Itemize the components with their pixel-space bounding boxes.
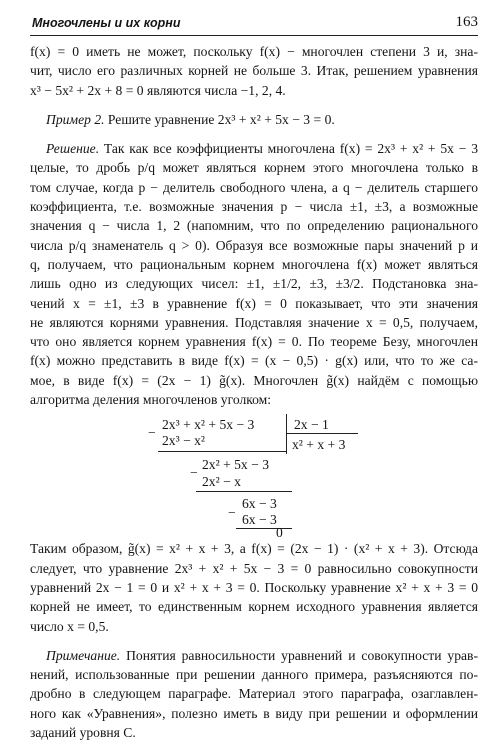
division-rule-1 xyxy=(158,451,286,452)
text-line: следует, что уравнение 2x³ + x² + 5x − 3 = 0 равносильно совокупности xyxy=(30,560,478,576)
minus-sign: − xyxy=(148,425,156,441)
text-line: лишь одно из следующих чисел: ±1, ±1/2, ±3, ±3/2. Подстановка зна- xyxy=(30,276,478,292)
text-line: x³ − 5x² + 2x + 8 = 0 являются числа −1, 2, 4. xyxy=(30,82,286,98)
text-line: что оно является корнем уравнения f(x) = 0. По теореме Безу, многочлен xyxy=(30,334,478,350)
text-line: не являются корнями уравнения. Подставляя значение x = 0,5, получаем, xyxy=(30,314,478,330)
text-line: Так как все коэффициенты многочлена f(x) = 2x³ + x² + 5x − 3 xyxy=(103,141,478,157)
long-division xyxy=(30,409,478,539)
text-line: число x = 0,5. xyxy=(30,618,109,634)
final-remainder: 0 xyxy=(276,525,283,541)
example-statement xyxy=(30,110,478,129)
dividend: 2x³ + x² + 5x − 3 xyxy=(162,417,255,433)
text-line: дробно в следующем параграфе. Материал этого параграфа, озаглавлен- xyxy=(30,686,478,702)
remainder-1: 2x² + 5x − 3 xyxy=(202,457,269,473)
note-label: Примечание. xyxy=(46,647,121,663)
division-bracket-horizontal xyxy=(286,433,358,434)
text-line: Таким образом, g̃(x) = x² + x + 3, а f(x) = (2x − 1) · (x² + x + 3). Отсюда xyxy=(30,541,478,557)
text-line: мое, в виде f(x) = (2x − 1) g̃(x). Многочлен g̃(x) найдём с помощью xyxy=(30,372,478,388)
solution-paragraph xyxy=(30,139,478,409)
text-line: уравнений 2x − 1 = 0 и x² + x + 3 = 0. Поскольку уравнение x² + x + 3 = 0 xyxy=(30,579,478,595)
subtrahend-1: 2x³ − x² xyxy=(162,433,206,449)
minus-sign: − xyxy=(190,465,198,481)
solution-label: Решение. xyxy=(46,141,100,157)
example-label: Пример 2. xyxy=(46,111,105,127)
division-bracket-vertical xyxy=(286,414,287,454)
text-line: числа p/q знаменатель q > 0). Образуя все возможные пары значений p и xyxy=(30,237,478,253)
running-title: Многочлены и их корни xyxy=(32,16,181,30)
text-line: чений x = ±1, ±3 в уравнение f(x) = 0 показывает, что эти значения xyxy=(30,295,478,311)
page-header xyxy=(30,14,478,34)
division-rule-3 xyxy=(236,528,292,529)
text-line: значения q − числа 1, 2 (напомним, что по определению рационального xyxy=(30,218,478,234)
minus-sign: − xyxy=(228,505,236,521)
text-line: ного как «Уравнения», полезно иметь в виду при решении и оформлении xyxy=(30,705,478,721)
text-line: чит, число его различных корней не больше 3. Итак, решением уравнения xyxy=(30,63,478,79)
division-rule-2 xyxy=(196,491,292,492)
text-line: корней не имеет, то единственным корнем исходного уравнения является xyxy=(30,599,478,615)
quotient: x² + x + 3 xyxy=(292,437,346,453)
conclusion-paragraph xyxy=(30,539,478,635)
text-line: нений, использованные при решении данного примера, разъясняются по- xyxy=(30,667,478,683)
subtrahend-2: 2x² − x xyxy=(202,474,241,490)
page-body xyxy=(30,42,478,742)
text-line: Понятия равносильности уравнений и совокупности урав- xyxy=(126,647,478,663)
text-line: q, получаем, что рациональным корнем многочлена f(x) может являться xyxy=(30,256,478,272)
header-rule xyxy=(30,35,478,36)
text-line: том случае, когда p − делитель свободного члена, а q − делитель старшего xyxy=(30,179,478,195)
text-line: заданий уровня С. xyxy=(30,725,136,741)
text-line: f(x) = 0 иметь не может, поскольку f(x) − многочлен степени 3 и, зна- xyxy=(30,44,478,59)
note-paragraph xyxy=(30,646,478,742)
page-number: 163 xyxy=(455,14,478,30)
subtrahend-3: 6x − 3 xyxy=(242,512,277,528)
divisor: 2x − 1 xyxy=(294,417,329,433)
text-line: целые, то дробь p/q может являться корнем этого многочлена только в xyxy=(30,160,478,176)
text-line: f(x) можно представить в виде f(x) = (x − 0,5) · g(x) или, что то же са- xyxy=(30,353,478,369)
text-line: коэффициента, т.е. возможные значения p − числа ±1, ±3, а возможные xyxy=(30,199,478,215)
text-line: алгоритма деления многочленов уголком: xyxy=(30,392,272,408)
remainder-2: 6x − 3 xyxy=(242,496,277,512)
example-text: Решите уравнение 2x³ + x² + 5x − 3 = 0. xyxy=(107,111,335,127)
paragraph-continuation xyxy=(30,42,478,100)
